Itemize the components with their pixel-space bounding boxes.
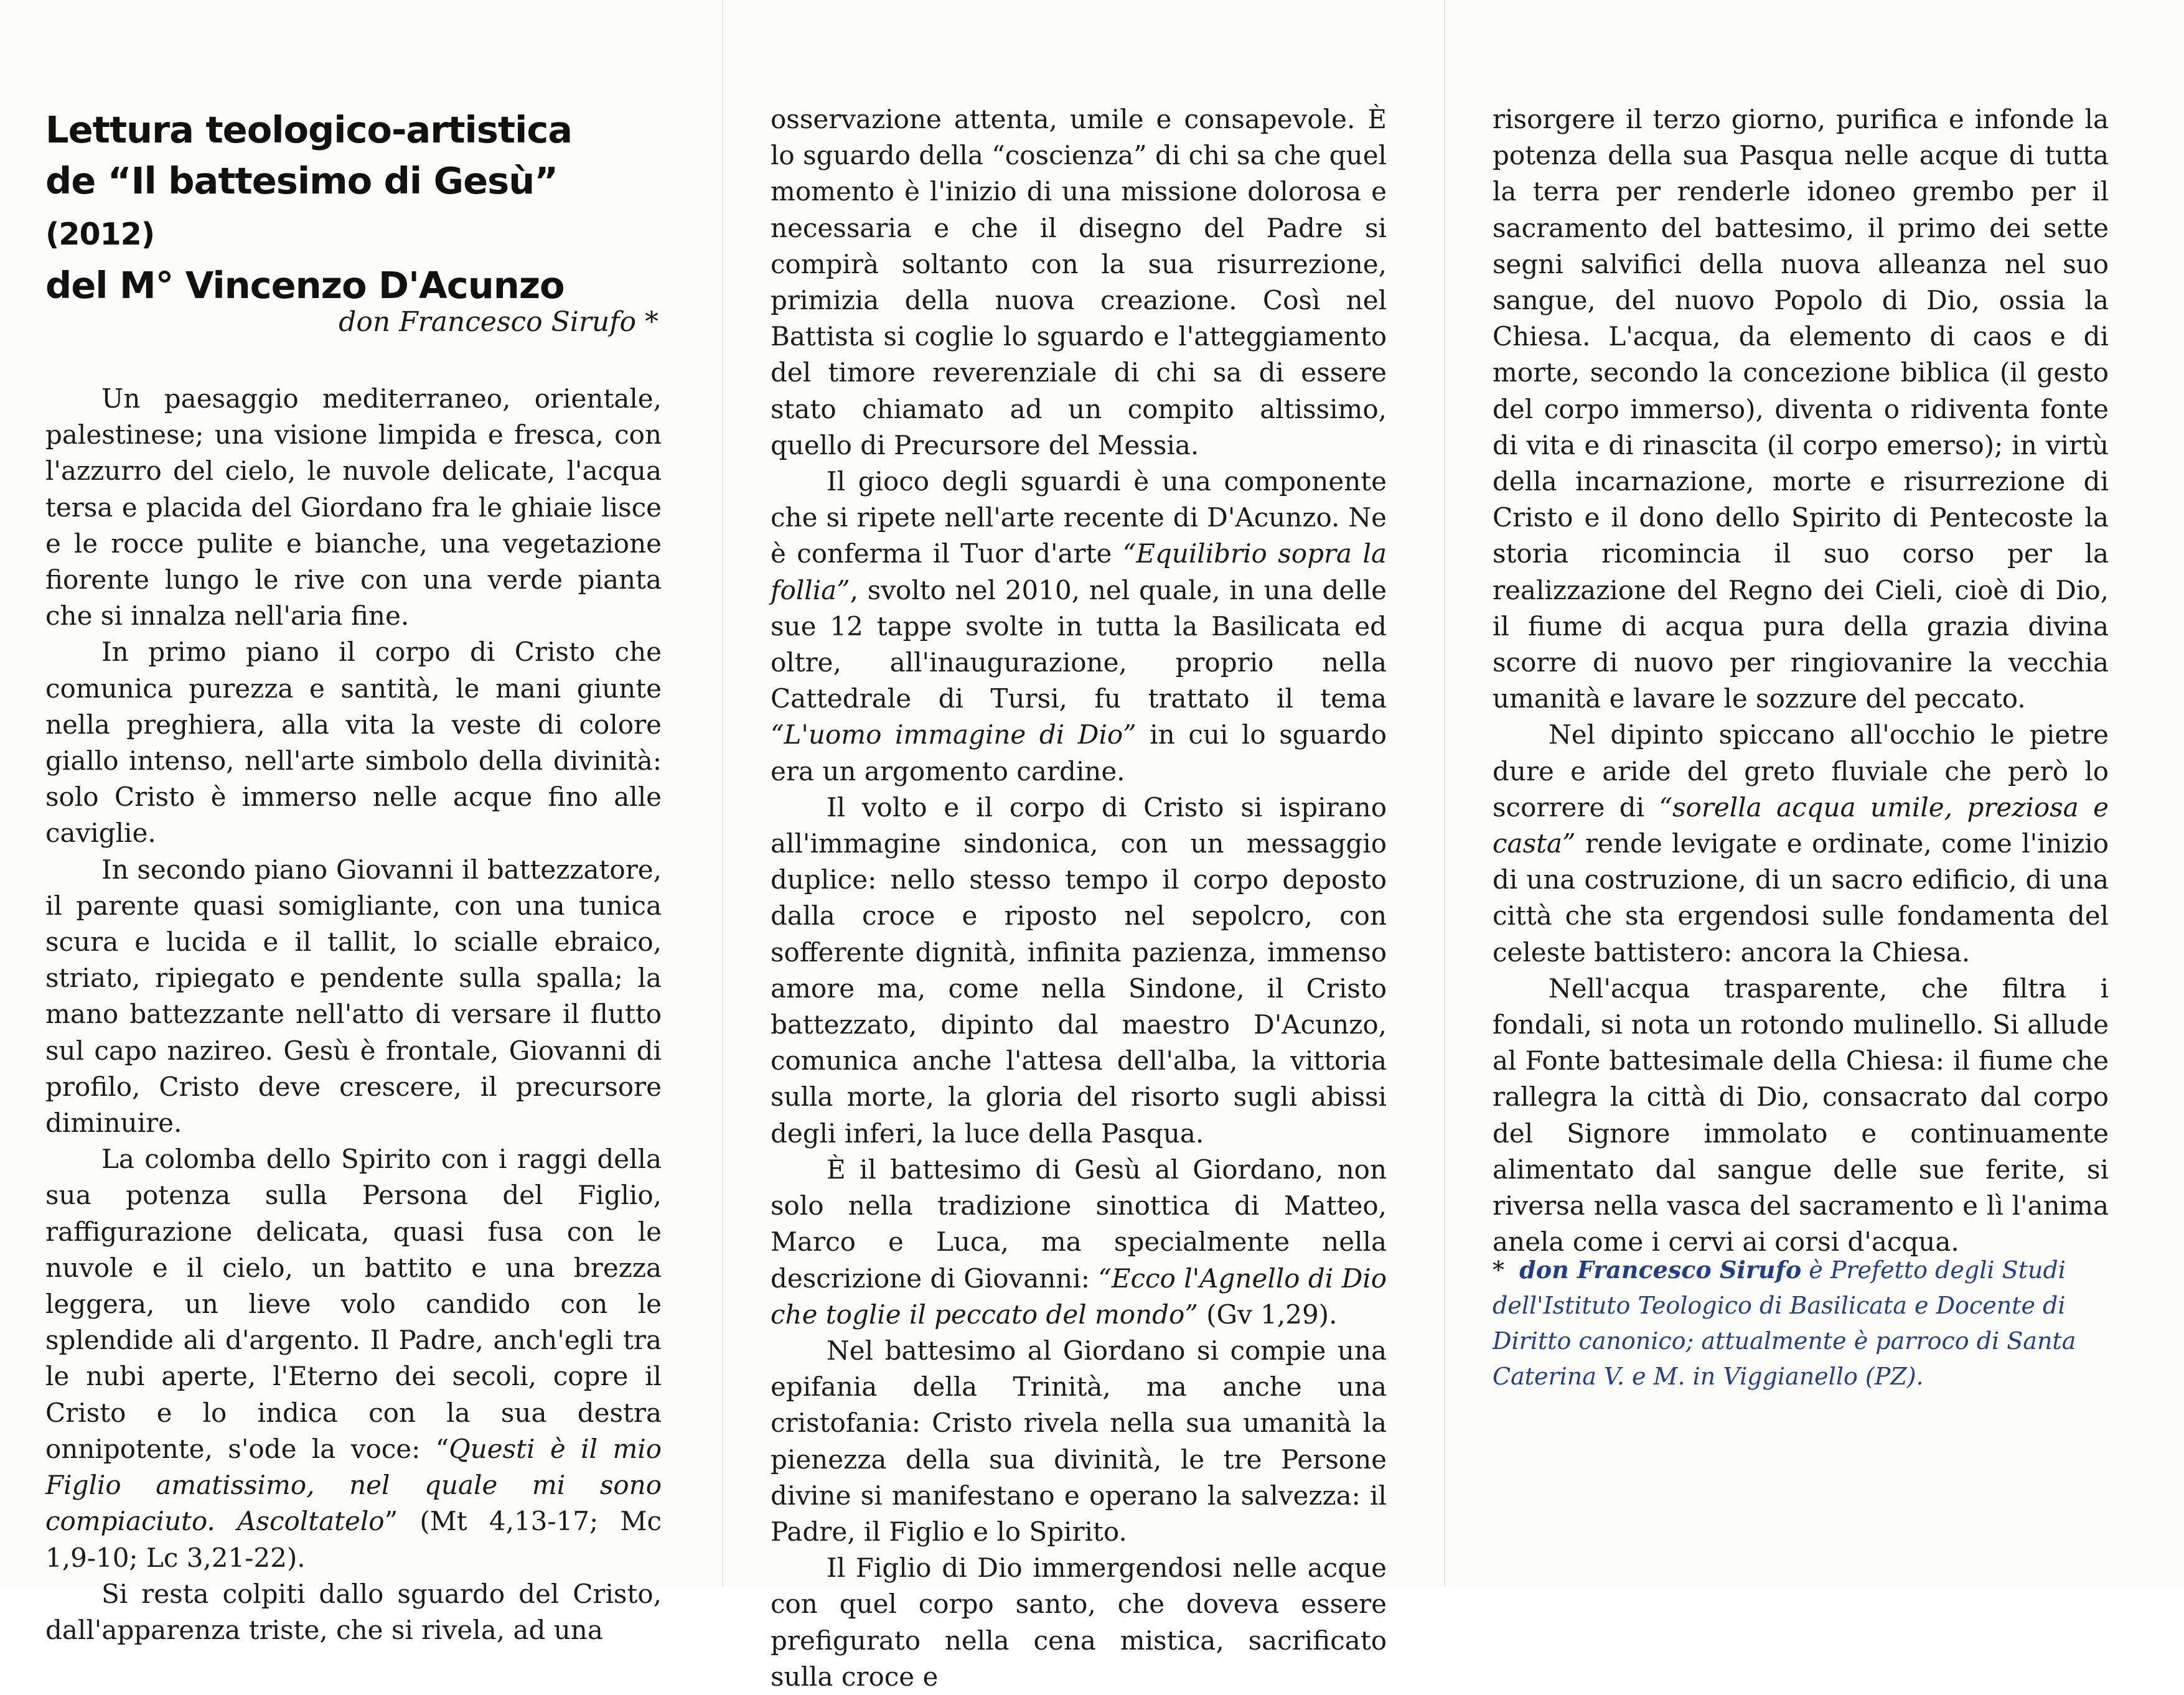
quote: “Ecco l'Agnello di Dio che toglie il peccato del mondo” <box>771 1263 1387 1330</box>
title-line-2 <box>45 156 668 260</box>
quote: Questi è il mio Figlio amatissimo, nel quale mi sono compiaciuto. Ascoltatelo <box>45 1433 662 1537</box>
paragraph <box>1493 717 2109 970</box>
paragraph: Un paesaggio mediterraneo, orientale, palestinese; una visione limpida e fresca, con l'azzurro del cielo, le nuvole delicate, l'acqua tersa e placida del Giordano fra le ghiaie lisce e le rocce pulite e bianche, una vegetazione fiorente lungo le rive con una verde pianta che si innalza nell'aria fine. <box>45 383 662 632</box>
text-span: , svolto nel 2010, nel quale, in una delle sue 12 tappe svolte in tutta la Basilicata ed oltre, all'inaugurazione, proprio nella Cattedrale di Tursi, fu trattato il tema <box>771 574 1387 714</box>
author-byline: don Francesco Sirufo * <box>339 306 658 338</box>
text-span: (Gv 1,29). <box>1197 1299 1338 1330</box>
paragraph: Si resta colpiti dallo sguardo del Cristo, dall'apparenza triste, che si rivela, ad una <box>45 1578 662 1645</box>
paragraph: Nell'acqua trasparente, che filtra i fondali, si nota un rotondo mulinello. Si allude al Fonte battesimale della Chiesa: il fiume che rallegra la città di Dio, consacrato dal corpo del Signore immolato e continuamente alimentato dal sangue delle sue ferite, si riversa nella vasca del sacramento e lì l'anima anela come i cervi ai corsi d'acqua. <box>1493 973 2109 1258</box>
title-work: de “Il battesimo di Gesù” <box>45 159 558 202</box>
paragraph: In secondo piano Giovanni il battezzatore, il parente quasi somigliante, con una tunica scura e lucida e il tallit, lo scialle ebraico, striato, ripiegato e pendente sulla spalla; la mano battezzante nell'atto di versare il flutto sul capo nazireo. Gesù è frontale, Giovanni di profilo, Cristo deve crescere, il precursore diminuire. <box>45 854 662 1139</box>
paragraph: osservazione attenta, umile e consapevole. È lo sguardo della “coscienza” di chi sa che quel momento è l'inizio di una missione dolorosa e necessaria e che il disegno del Padre si compirà soltanto con la sua risurrezione, primizia della nuova creazione. Così nel Battista si coglie lo sguardo e l'atteggiamento del timore reverenziale di chi sa di essere stato chiamato ad un compito altissimo, quello di Precursore del Messia. <box>771 104 1387 460</box>
text-span: in cui lo sguardo era un argomento cardine. <box>771 719 1387 787</box>
fold-line-left <box>722 0 723 1587</box>
text-column-1 <box>45 381 662 1648</box>
author-footnote <box>1493 1252 2112 1394</box>
paragraph: Nel battesimo al Giordano si compie una epifania della Trinità, ma anche una cristofania: Cristo rivela nella sua umanità la pienezza della sua divinità, le tre Persone divine si manifestano e operano la salvezza: il Padre, il Figlio e lo Spirito. <box>771 1335 1387 1547</box>
paragraph <box>771 464 1387 790</box>
text-span: rende levigate e ordinate, come l'inizio di una costruzione, di un sacro edificio, di una città che sta ergendosi sulle fondamenta del celeste battistero: ancora la Chiesa. <box>1493 828 2109 968</box>
text-span: È il battesimo di Gesù al Giordano, non solo nella tradizione sinottica di Matteo, Marco e Luca, ma specialmente nella descrizione di Giovanni: <box>771 1154 1387 1294</box>
quote: “sorella acqua umile, preziosa e casta” <box>1493 791 2109 859</box>
text-column-3 <box>1493 101 2109 1261</box>
paragraph: Il volto e il corpo di Cristo si ispirano all'immagine sindonica, con un messaggio duplice: nello stesso tempo il corpo deposto dalla croce e riposto nel sepolcro, con sofferente dignità, infinita pazienza, immenso amore ma, come nella Sindone, il Cristo battezzato, dipinto dal maestro D'Acunzo, comunica anche l'attesa dell'alba, la vittoria sulla morte, la gloria del risorto sugli abissi degli inferi, la luce della Pasqua. <box>771 791 1387 1149</box>
title-year: (2012) <box>45 217 155 252</box>
text-span: Nel dipinto spiccano all'occhio le pietre dure e aride del greto fluviale che però lo scorrere di <box>1493 719 2109 823</box>
text-column-2 <box>771 101 1387 1695</box>
paragraph <box>771 1152 1387 1333</box>
quote: “Equilibrio sopra la follia” <box>771 538 1387 605</box>
text-span: La colomba dello Spirito con i raggi della sua potenza sulla Persona del Figlio, raffigurazione delicata, quasi fusa con le nuvole e il cielo, un battito e una brezza leggera, un lieve volo candido con le splendide ali d'argento. Il Padre, anch'egli tra le nubi aperte, l'Eterno dei secoli, copre il Cristo e lo indica con la sua destra onnipotente, s'ode la voce: “ <box>45 1144 662 1464</box>
footnote-author-name: don Francesco Sirufo <box>1519 1256 1802 1284</box>
paragraph: Il Figlio di Dio immergendosi nelle acque con quel corpo santo, che doveva essere prefigurato nella cena mistica, sacrificato sulla croce e <box>771 1553 1387 1692</box>
footnote-text: è Prefetto degli Studi dell'Istituto Teologico di Basilicata e Docente di Diritto canonico; attualmente è parroco di Santa Caterina V. e M. in Viggianello (PZ). <box>1493 1256 2076 1390</box>
quote: “L'uomo immagine di Dio” <box>771 719 1137 750</box>
article-title <box>45 105 668 311</box>
paragraph: risorgere il terzo giorno, purifica e infonde la potenza della sua Pasqua nelle acque di tutta la terra per renderle idoneo grembo per il sacramento del battesimo, il primo dei sette segni salvifici della nuova alleanza nel suo sangue, del nuovo Popolo di Dio, ossia la Chiesa. L'acqua, da elemento di caos e di morte, secondo la concezione biblica (il gesto del corpo immerso), diventa o ridiventa fonte di vita e di rinascita (il corpo emerso); in virtù della incarnazione, morte e risurrezione di Cristo e il dono dello Spirito di Pentecoste la storia ricomincia il suo corso per la realizzazione del Regno dei Cieli, cioè di Dio, il fiume di acqua pura della grazia divina scorre di nuovo per ringiovanire la vecchia umanità e lavare le sozzure del peccato. <box>1493 104 2109 714</box>
title-line-3: del M° Vincenzo D'Acunzo <box>45 264 565 307</box>
text-span: ” (Mt 4,13-17; Mc 1,9-10; Lc 3,21-22). <box>45 1506 662 1573</box>
paragraph: In primo piano il corpo di Cristo che comunica purezza e santità, le mani giunte nella preghiera, alla vita la veste di colore giallo intenso, nell'arte simbolo della divinità: solo Cristo è immerso nelle acque fino alle caviglie. <box>45 637 662 849</box>
paragraph <box>45 1141 662 1576</box>
fold-line-right <box>1444 0 1445 1587</box>
footnote-marker: * <box>1493 1256 1504 1284</box>
text-span: Il gioco degli sguardi è una componente che si ripete nell'arte recente di D'Acunzo. Ne è conferma il Tuor d'arte <box>771 466 1387 569</box>
title-line-1: Lettura teologico-artistica <box>45 108 573 151</box>
